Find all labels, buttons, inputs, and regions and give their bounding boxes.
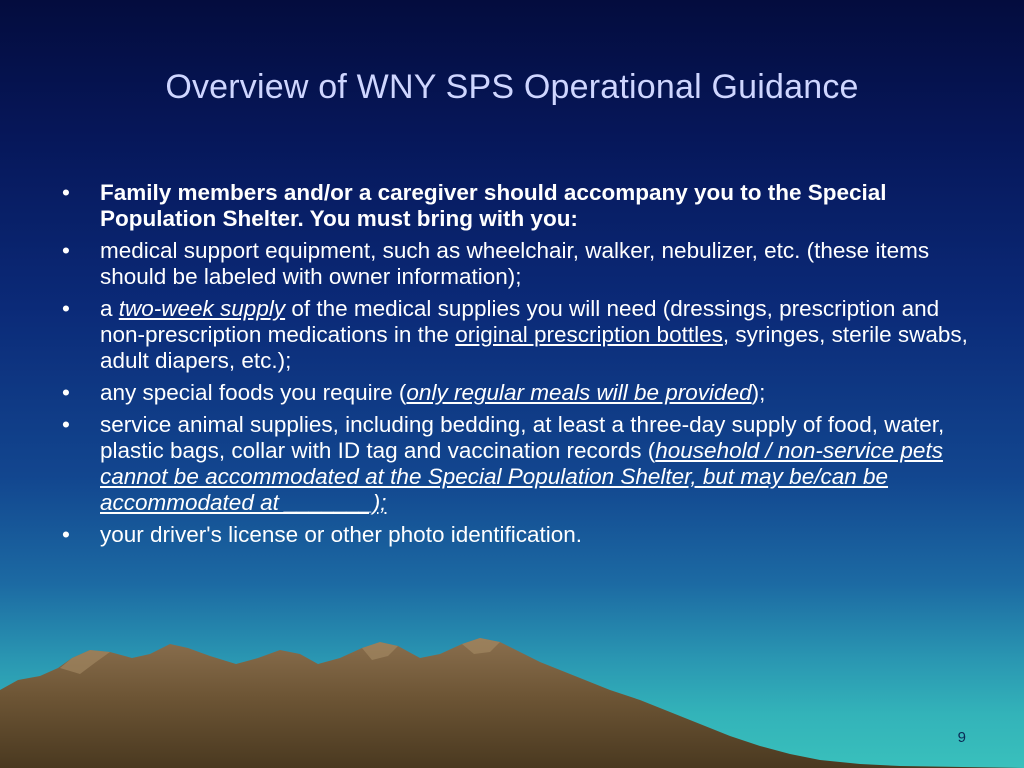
slide-title: Overview of WNY SPS Operational Guidance: [165, 68, 859, 106]
bullet-text: Family members and/or a caregiver should accompany you to the Special Population Shelter. You must bring with you:: [100, 180, 887, 231]
bullet-item-service-animal: [62, 412, 972, 516]
bullet-item-identification: [62, 522, 972, 548]
bullet-text-part: any special foods you require (: [100, 380, 407, 405]
bullet-marker: •: [62, 180, 70, 205]
emphasis-regular-meals: only regular meals will be provided: [406, 380, 752, 405]
bullet-item-medical-supplies: [62, 296, 972, 374]
bullet-item-equipment: [62, 238, 972, 290]
emphasis-two-week-supply: two-week supply: [118, 296, 286, 321]
bullet-text-part: of the medical supplies you will need (dressings, prescription and non-prescription medications in the: [100, 296, 940, 347]
mountain-range-illustration: [0, 628, 1024, 768]
page-number: 9: [957, 729, 966, 746]
bullet-text-part: , syringes, sterile swabs, adult diapers, etc.);: [100, 322, 968, 373]
slide-content: [62, 180, 972, 554]
bullet-list: [62, 180, 972, 548]
bullet-marker: •: [62, 380, 70, 405]
bullet-marker: •: [62, 296, 70, 321]
bullet-text-part: service animal supplies, including bedding, at least a three-day supply of food, water, plastic bags, collar with ID tag and vaccination records (: [100, 412, 945, 463]
emphasis-original-bottles: original prescription bottles: [455, 322, 723, 347]
bullet-marker: •: [62, 412, 70, 437]
bullet-marker: •: [62, 522, 70, 547]
bullet-text-part: );: [751, 380, 766, 405]
bullet-marker: •: [62, 238, 70, 263]
bullet-text-part: a: [100, 296, 119, 321]
bullet-text: medical support equipment, such as wheelchair, walker, nebulizer, etc. (these items should be labeled with owner information);: [100, 238, 930, 289]
bullet-item-family: [62, 180, 972, 232]
bullet-item-special-foods: [62, 380, 972, 406]
bullet-text: your driver's license or other photo identification.: [100, 522, 583, 547]
mountain-shape: [0, 638, 1024, 768]
emphasis-pets-note: household / non-service pets cannot be accommodated at the Special Population Shelter, but may be/can be accommodated at _______);: [100, 438, 943, 515]
